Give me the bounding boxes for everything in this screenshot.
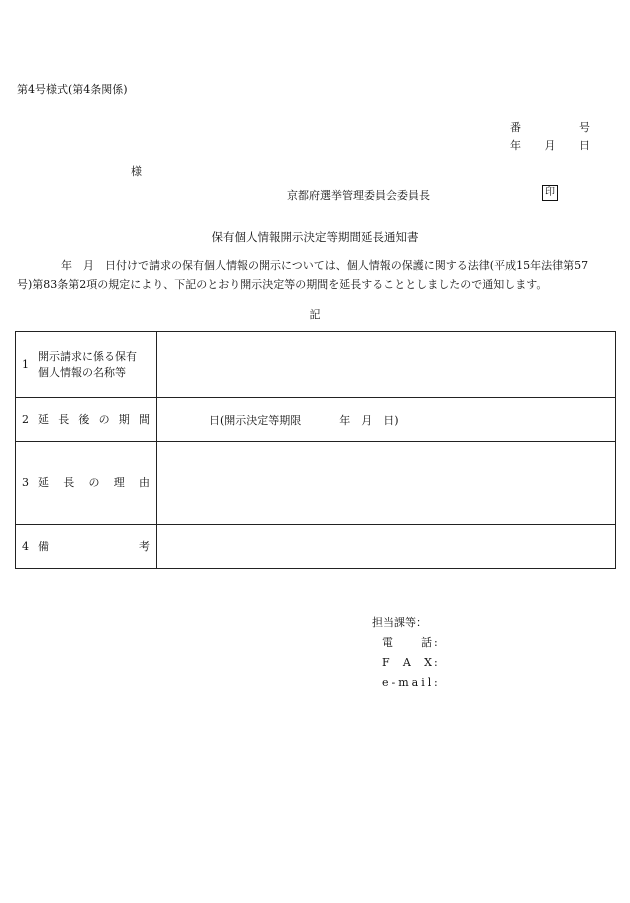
contact-section-row bbox=[372, 613, 438, 633]
table-row-remarks bbox=[16, 525, 616, 569]
contact-fax-row bbox=[372, 653, 438, 673]
row2-label-cell bbox=[16, 398, 157, 442]
phone-colon: : bbox=[434, 636, 438, 649]
notice-body bbox=[17, 256, 617, 294]
period-value-a: 日(開示決定等期限 bbox=[209, 413, 302, 427]
row4-value-cell bbox=[157, 525, 616, 569]
email-label: e-mail bbox=[382, 676, 435, 689]
date-month-label: 月 bbox=[544, 139, 556, 152]
table-row-extended-period bbox=[16, 398, 616, 442]
date-year-label: 年 bbox=[510, 139, 521, 152]
row3-label-char: 長 bbox=[63, 476, 75, 489]
fax-label-char: F bbox=[382, 656, 390, 669]
body-line-2: 号)第83条第2項の規定により、下記のとおり開示決定等の期間を延長することとしましたので通知します。 bbox=[17, 278, 548, 291]
row1-label-cell bbox=[16, 332, 157, 398]
row2-label-char: 期 bbox=[118, 412, 130, 426]
row3-label-char: の bbox=[88, 476, 100, 489]
row2-number: 2 bbox=[22, 412, 29, 426]
row2-value-cell bbox=[157, 398, 616, 442]
contact-block bbox=[372, 613, 438, 693]
fax-label-char: A bbox=[402, 656, 411, 669]
issuer-name: 京都府選挙管理委員会委員長 bbox=[287, 189, 430, 202]
row1-value-cell bbox=[157, 332, 616, 398]
row1-label-line-a: 開示請求に係る保有 bbox=[38, 349, 137, 363]
row4-label-cell bbox=[16, 525, 157, 569]
date-day-label: 日 bbox=[579, 139, 590, 152]
row3-label-cell bbox=[16, 442, 157, 525]
row2-label-char: 間 bbox=[138, 412, 150, 426]
row3-label-char: 理 bbox=[113, 476, 125, 489]
form-number: 第4号様式(第4条関係) bbox=[17, 83, 128, 96]
period-value-b: 年 月 日) bbox=[339, 413, 399, 427]
row3-number: 3 bbox=[22, 476, 29, 489]
row2-label-char: 延 bbox=[38, 412, 49, 426]
row3-label-char: 由 bbox=[139, 476, 150, 489]
fax-label-char: X bbox=[424, 656, 432, 669]
row1-label-line-b: 個人情報の名称等 bbox=[38, 365, 126, 379]
table-row-extension-reason bbox=[16, 442, 616, 525]
document-number-line bbox=[510, 119, 590, 135]
date-line bbox=[510, 137, 590, 153]
row4-number: 4 bbox=[22, 539, 29, 553]
row3-label-char: 延 bbox=[38, 476, 49, 489]
ki-heading: 記 bbox=[309, 308, 321, 321]
contact-email-row bbox=[372, 673, 438, 693]
phone-label-char: 話 bbox=[421, 636, 432, 649]
row3-value-cell bbox=[157, 442, 616, 525]
table-row-info-name bbox=[16, 332, 616, 398]
row2-label-char: 長 bbox=[58, 412, 70, 426]
fax-colon: : bbox=[434, 656, 438, 669]
row2-label-char: の bbox=[98, 412, 110, 426]
contact-section-label: 担当課等： bbox=[372, 616, 427, 629]
row2-label-char: 後 bbox=[78, 412, 90, 426]
email-colon: : bbox=[434, 676, 438, 689]
phone-label-char: 電 bbox=[382, 636, 393, 649]
row4-label-char: 備 bbox=[38, 539, 49, 553]
row4-label-char: 考 bbox=[139, 539, 150, 553]
contact-phone-row bbox=[372, 633, 438, 653]
seal-stamp-icon: 印 bbox=[542, 185, 558, 201]
details-table bbox=[15, 331, 616, 569]
body-line-1: 年 月 日付けで請求の保有個人情報の開示については、個人情報の保護に関する法律(平成15年法律第57 bbox=[61, 259, 589, 272]
document-title: 保有個人情報開示決定等期間延長通知書 bbox=[211, 230, 419, 244]
row1-number: 1 bbox=[22, 357, 29, 371]
number-left-label: 番 bbox=[510, 121, 521, 134]
number-right-label: 号 bbox=[579, 121, 590, 134]
addressee-suffix: 様 bbox=[131, 165, 142, 178]
